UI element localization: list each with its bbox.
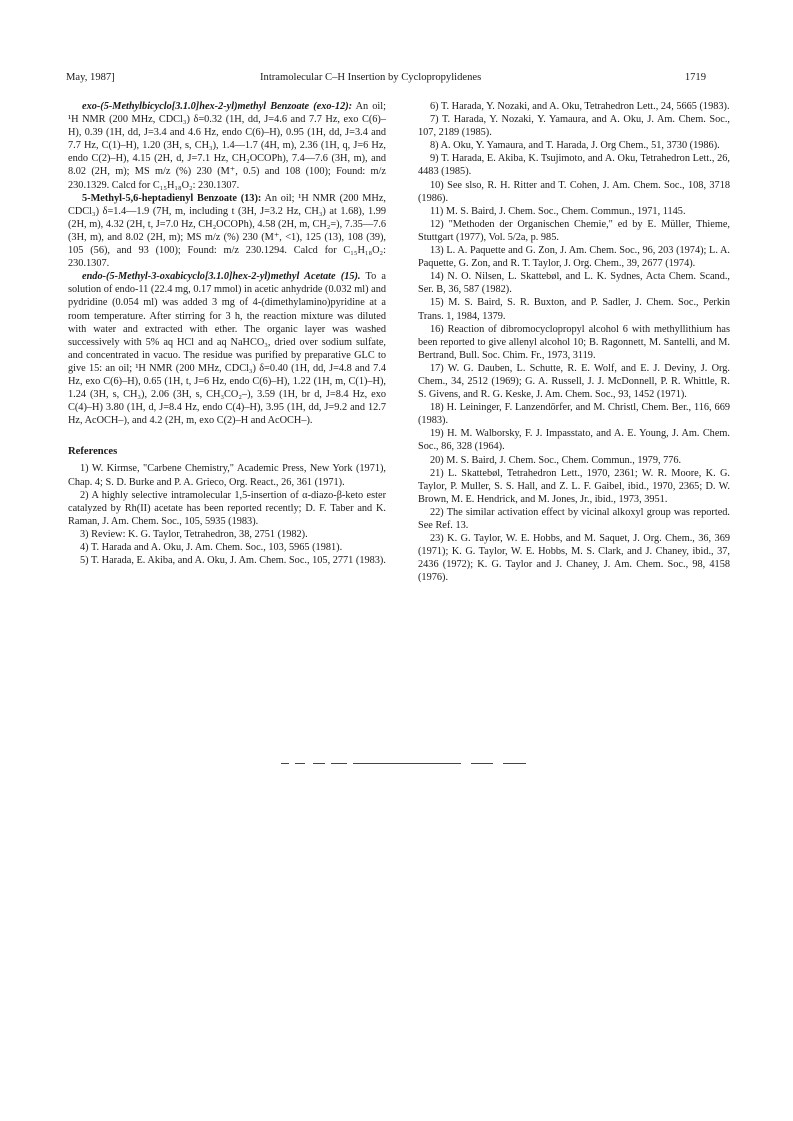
page-header — [66, 72, 706, 88]
compound-data: An oil; ¹H NMR (200 MHz, CDCl₃) δ=0.32 (1H, dd, J=4.6 and 7.7 Hz, exo C(6)–H), 0.39 (1H, dd, J=3.4 and 4.6 Hz, endo C(6)–H), 0.95 (1H, dd, J=3.4 and 7.7 Hz, C(1)–H), 1.20 (3H, s, CH₃), 1.4—1.7 (4H, m), 2.36 (1H, q, J=6 Hz, endo C(2)–H), 4.15 (2H, d, J=7.1 Hz, CH₂OCOPh), 7.4—7.6 (3H, m), and 8.02 (2H, m); MS m/z (%) 230 (M⁺, 0.5) and 108 (100); Found: m/z 230.1329. Calcd for C₁₅H₁₈O₂: 230.1307. — [68, 101, 386, 191]
reference-item: 20) M. S. Baird, J. Chem. Soc., Chem. Commun., 1979, 776. — [430, 454, 682, 466]
reference-list-right — [418, 100, 730, 584]
reference-item: 8) A. Oku, Y. Yamaura, and T. Harada, J. Org Chem., 51, 3730 (1986). — [430, 140, 720, 152]
experimental-entry-13 — [68, 192, 386, 271]
journal-issue-date: May, 1987] — [66, 72, 115, 83]
reference-item: 1) W. Kirmse, "Carbene Chemistry," Academic Press, New York (1971), Chap. 4; S. D. Burke and P. A. Grieco, Org. React., 26, 361 (1971). — [68, 463, 386, 488]
reference-item: 15) M. S. Baird, S. R. Buxton, and P. Sadler, J. Chem. Soc., Perkin Trans. 1, 1984, 1379. — [418, 297, 730, 322]
reference-item: 13) L. A. Paquette and G. Zon, J. Am. Chem. Soc., 96, 203 (1974); L. A. Paquette, G. Zon, and R. T. Taylor, J. Org. Chem., 39, 2677 (1974). — [418, 245, 730, 270]
compound-heading: 5-Methyl-5,6-heptadienyl Benzoate (13): — [82, 192, 262, 204]
compound-data: To a solution of endo-11 (22.4 mg, 0.17 mmol) in acetic anhydride (0.032 ml) and pydridine (0.054 ml) was added 3 mg of 4-(dimethylamino)pyridine at a room temperature. After stirring for 3 h, the reaction mixture was diluted with water and extracted with ether. The organic layer was washed successively with 5% aq HCl and aq NaHCO₃, dried over sodium sulfate, and concentrated in vacuo. The residue was purified by preparative GLC to give 15: an oil; ¹H NMR (200 MHz, CDCl₃) δ=0.40 (1H, dd, J=4.8 and 7.4 Hz, exo C(6)–H), 0.65 (1H, t, J=6 Hz, endo C(6)–H), 1.22 (1H, m, C(1)–H), 1.24 (3H, s, CH₃), 2.06 (3H, s, CH₃CO₂–), 3.59 (1H, br d, J=8.4 Hz, exo C(4)–H) 3.80 (1H, d, J=8.4 Hz, endo C(4)–H), 3.95 (1H, dd, J=9.2 and 12.7 Hz, AcOCH–), and 4.2 (2H, m, exo C(2)–H and AcOCH–). — [68, 271, 386, 427]
left-column — [68, 100, 386, 567]
reference-item: 2) A highly selective intramolecular 1,5-insertion of α-diazo-β-keto ester catalyzed by Rh(II) acetate has been reported recently; D. F. Taber and K. Raman, J. Am. Chem. Soc., 105, 5935 (1983). — [68, 489, 386, 527]
reference-item: 9) T. Harada, E. Akiba, K. Tsujimoto, and A. Oku, Tetrahedron Lett., 26, 4483 (1985). — [418, 153, 730, 178]
references-heading: References — [68, 446, 118, 458]
reference-item: 5) T. Harada, E. Akiba, and A. Oku, J. Am. Chem. Soc., 105, 2771 (1983). — [80, 555, 386, 567]
reference-item: 14) N. O. Nilsen, L. Skattebøl, and L. K. Sydnes, Acta Chem. Scand., Ser. B, 36, 587 (1982). — [418, 271, 730, 296]
reference-item: 7) T. Harada, Y. Nozaki, Y. Yamaura, and A. Oku, J. Am. Chem. Soc., 107, 2189 (1985). — [418, 114, 730, 139]
reference-item: 11) M. S. Baird, J. Chem. Soc., Chem. Commun., 1971, 1145. — [430, 205, 686, 217]
reference-item: 6) T. Harada, Y. Nozaki, and A. Oku, Tetrahedron Lett., 24, 5665 (1983). — [430, 101, 730, 112]
compound-data: An oil; ¹H NMR (200 MHz, CDCl₃) δ=1.4—1.9 (7H, m, including t (3H, J=3.2 Hz, CH₃) at 1.68), 1.99 (2H, m), 4.32 (2H, t, J=7.0 Hz, CH₂OCOPh), 4.58 (2H, m, CH₂=), 7.35—7.6 (3H, m), and 8.02 (2H, m); MS m/z (%) 230 (M⁺, <1), 125 (13), 108 (39), 105 (56), and 93 (100); Found: m/z 230.1294. Calcd for C₁₅H₁₈O₂: 230.1307. — [68, 192, 386, 270]
reference-item: 18) H. Leininger, F. Lanzendörfer, and M. Christl, Chem. Ber., 116, 669 (1983). — [418, 402, 730, 427]
reference-item: 10) See slso, R. H. Ritter and T. Cohen, J. Am. Chem. Soc., 108, 3718 (1986). — [418, 179, 730, 204]
experimental-entry-exo-12 — [68, 100, 386, 192]
reference-item: 3) Review: K. G. Taylor, Tetrahedron, 38, 2751 (1982). — [80, 528, 308, 540]
reference-item: 19) H. M. Walborsky, F. J. Impasstato, and A. E. Young, J. Am. Chem. Soc., 86, 328 (1964). — [418, 428, 730, 453]
experimental-entry-15 — [68, 270, 386, 427]
reference-list-left — [68, 462, 386, 567]
reference-item: 12) "Methoden der Organischen Chemie," ed by E. Müller, Thieme, Stuttgart (1977), Vol. 5/2a, p. 985. — [418, 218, 730, 243]
reference-item: 4) T. Harada and A. Oku, J. Am. Chem. Soc., 103, 5965 (1981). — [80, 542, 343, 553]
compound-heading: exo-(5-Methylbicyclo[3.1.0]hex-2-yl)methyl Benzoate (exo-12): — [82, 101, 353, 112]
reference-item: 21) L. Skattebøl, Tetrahedron Lett., 1970, 2361; W. R. Moore, K. G. Taylor, P. Muller, S. S. Hall, and Z. L. F. Gaibel, ibid., 1970, 2365; D. W. Brown, M. E. Hendrick, and M. Jones, Jr., ibid., 1973, 3951. — [418, 467, 730, 505]
running-title: Intramolecular C–H Insertion by Cyclopropylidenes — [260, 72, 482, 83]
right-column — [418, 100, 730, 584]
end-of-article-rule — [281, 760, 526, 768]
reference-item: 23) K. G. Taylor, W. E. Hobbs, and M. Saquet, J. Org. Chem., 36, 369 (1971); K. G. Taylor, W. E. Hobbs, M. S. Clark, and J. Chaney, ibid., 37, 2436 (1972); K. G. Taylor and J. Chaney, J. Am. Chem. Soc., 98, 4158 (1976). — [418, 533, 730, 584]
reference-item: 17) W. G. Dauben, L. Schutte, R. E. Wolf, and E. J. Deviny, J. Org. Chem., 34, 2512 (1969); G. A. Russell, J. J. McDonnell, P. R. Whittle, R. S. Givens, and R. G. Keske, J. Am. Chem. Soc., 93, 1452 (1971). — [418, 362, 730, 401]
page-number: 1719 — [684, 72, 706, 83]
reference-item: 16) Reaction of dibromocyclopropyl alcohol 6 with methyllithium has been reported to give allenyl alcohol 10; B. Ragonnett, M. Santelli, and M. Bertrand, Bull. Soc. Chim. Fr., 1973, 3119. — [418, 323, 730, 361]
reference-item: 22) The similar activation effect by vicinal alkoxyl group was reported. See Ref. 13. — [418, 506, 730, 531]
compound-heading: endo-(5-Methyl-3-oxabicyclo[3.1.0]hex-2-yl)methyl Acetate (15). — [82, 271, 361, 283]
